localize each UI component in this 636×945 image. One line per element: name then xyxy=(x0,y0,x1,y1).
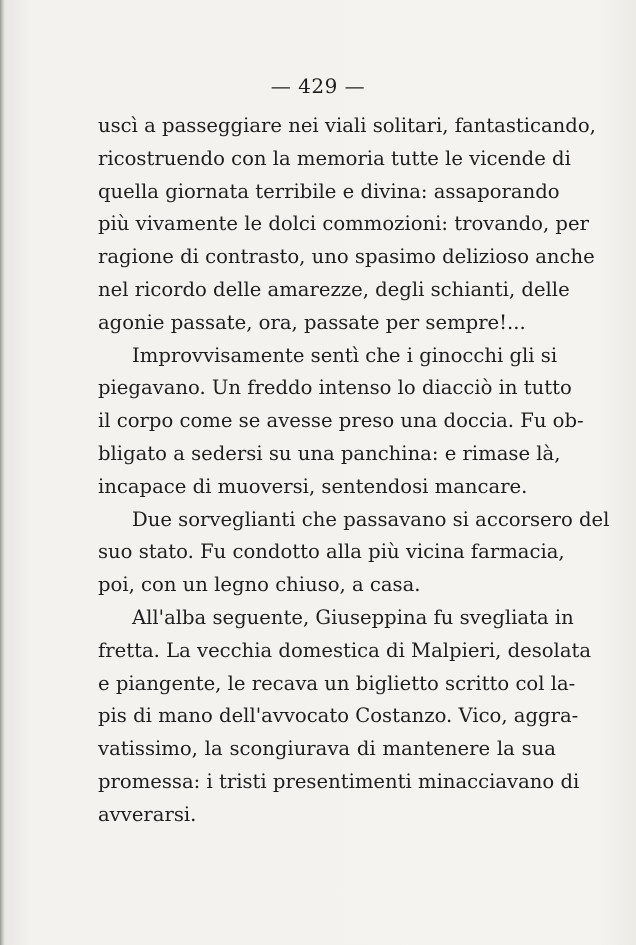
text-line: Improvvisamente sentì che i ginocchi gli si xyxy=(132,343,558,367)
text-line: avverarsi. xyxy=(98,802,197,826)
text-line: nel ricordo delle amarezze, degli schianti, delle xyxy=(98,277,570,301)
text-line: agonie passate, ora, passate per sempre!... xyxy=(98,310,526,334)
text-line: vatissimo, la scongiurava di mantenere la sua xyxy=(98,737,556,761)
text-line: promessa: i tristi presentimenti minacciavano di xyxy=(98,769,580,793)
paragraph-1 xyxy=(98,110,596,340)
paragraph-3 xyxy=(98,504,610,602)
text-line: Due sorveglianti che passavano si accorsero del xyxy=(132,507,610,531)
text-line: fretta. La vecchia domestica di Malpieri, desolata xyxy=(98,638,592,662)
text-line: e piangente, le recava un biglietto scritto col la- xyxy=(98,671,576,695)
text-line: pis di mano dell'avvocato Costanzo. Vico, aggra- xyxy=(98,704,579,728)
text-line: uscì a passeggiare nei viali solitari, fantasticando, xyxy=(98,114,596,137)
body-text xyxy=(98,110,610,832)
text-line: il corpo come se avesse preso una doccia. Fu ob- xyxy=(98,409,584,433)
text-line: suo stato. Fu condotto alla più vicina farmacia, xyxy=(98,540,565,564)
text-line: bligato a sedersi su una panchina: e rimase là, xyxy=(98,441,561,465)
page-number: — 429 — xyxy=(270,74,366,98)
text-line: piegavano. Un freddo intenso lo diacciò in tutto xyxy=(98,376,572,400)
paragraph-4 xyxy=(98,602,592,832)
text-line: ricostruendo con la memoria tutte le vicende di xyxy=(98,146,571,170)
text-line: ragione di contrasto, uno spasimo delizioso anche xyxy=(98,245,595,269)
text-line: quella giornata terribile e divina: assaporando xyxy=(98,179,560,203)
text-line: poi, con un legno chiuso, a casa. xyxy=(98,573,421,597)
text-line: All'alba seguente, Giuseppina fu svegliata in xyxy=(132,605,574,629)
text-line: più vivamente le dolci commozioni: trovando, per xyxy=(98,212,589,236)
text-line: incapace di muoversi, sentendosi mancare. xyxy=(98,474,528,498)
page-binding-edge xyxy=(0,0,5,945)
paragraph-2 xyxy=(98,340,584,504)
